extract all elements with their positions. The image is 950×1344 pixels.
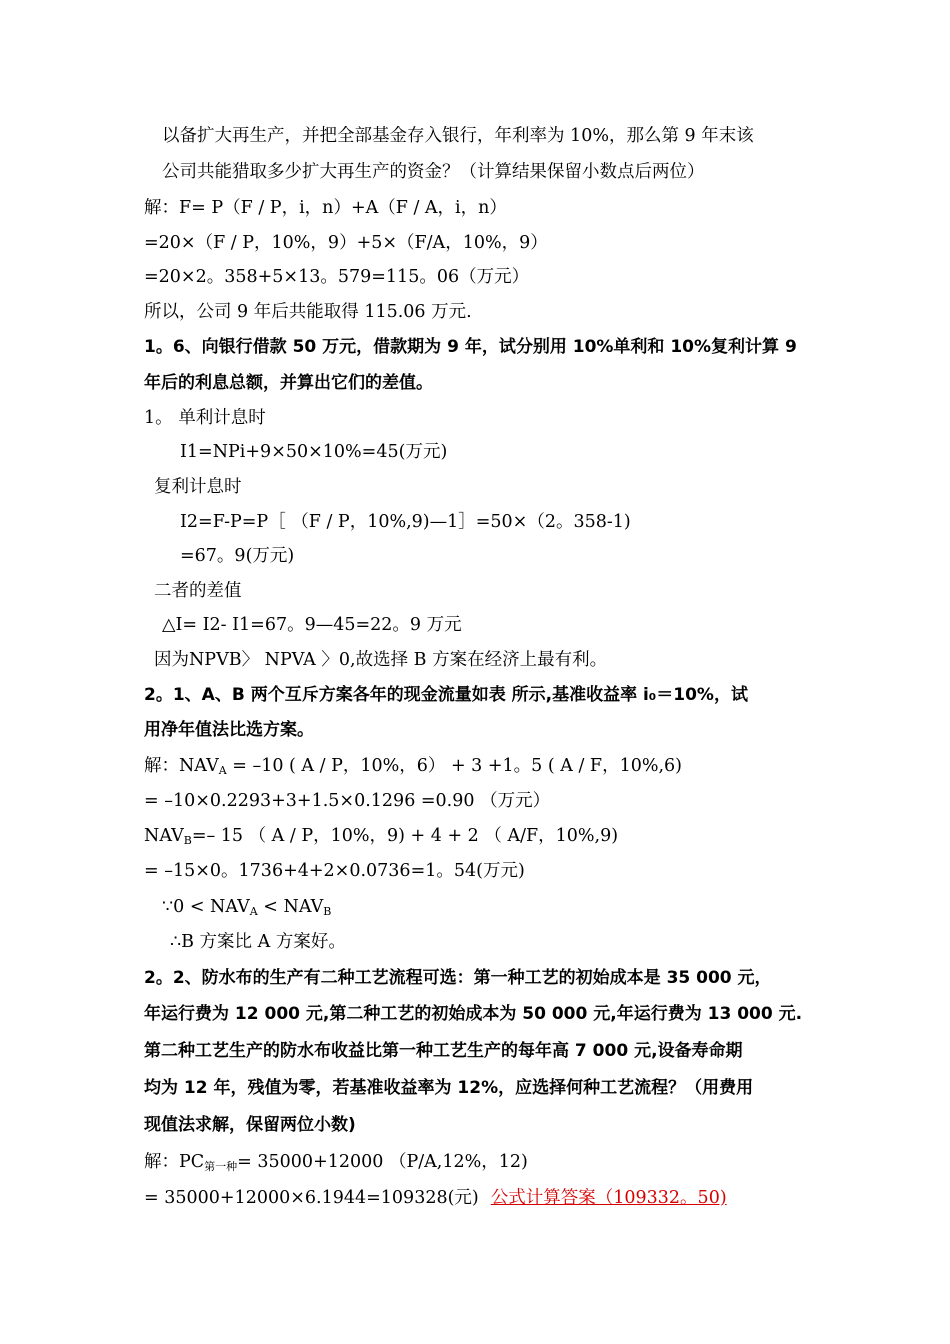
text-line: △I= I2- I1=67。9—45=22。9 万元 (162, 615, 462, 635)
problem-heading: 年后的利息总额，并算出它们的差值。 (144, 373, 433, 393)
text-line: 1。 单利计息时 (144, 408, 266, 428)
formula-line: 解：$PC_{第一种}= 35000+12000$ （P/A,12%，12) (144, 1152, 528, 1173)
problem-heading: 年运行费为 12 000 元,第二种工艺的初始成本为 50 000 元,年运行费为 13 000 元. (144, 1004, 803, 1024)
problem-heading: 1。6、向银行借款 50 万元，借款期为 9 年，试分别用 10%单利和 10%复利计算 9 (144, 337, 797, 357)
text-line: I2=F-P=P［ （F / P，10%,9)—1］=50×（2。358-1) (180, 512, 631, 532)
formula-line: = 35000+12000×6.1944=109328(元) 公式计算答案（109332。50) (144, 1188, 727, 1208)
text-line: 以备扩大再生产，并把全部基金存入银行，年利率为 10%，那么第 9 年末该 (162, 126, 754, 146)
text-line: 所以，公司 9 年后共能取得 115.06 万元. (144, 302, 472, 322)
problem-heading: 现值法求解，保留两位小数) (144, 1115, 356, 1135)
text-line: 复利计息时 (154, 477, 242, 497)
text-line: I1=NPi+9×50×10%=45(万元) (180, 442, 448, 462)
text-line: 公司共能猎取多少扩大再生产的资金？（计算结果保留小数点后两位） (162, 162, 705, 182)
text-line: =20×2。358+5×13。579=115。06（万元） (144, 267, 530, 287)
text-line: = –15×0。1736+4+2×0.0736=1。54(万元) (144, 861, 525, 881)
formula-line: 解：$NAV_A = -10$ ( A / P，10%，6） + 3 +1。5 ( A / F，10%,6) (144, 756, 682, 777)
problem-heading: 2。1、A、B 两个互斥方案各年的现金流量如表 所示,基准收益率 i₀＝10%，试 (144, 685, 748, 705)
text-line: 因为NPVB〉 NPVA 〉0,故选择 B 方案在经济上最有利。 (154, 650, 608, 670)
text-line: ∴B 方案比 A 方案好。 (170, 932, 346, 952)
red-answer-note: 公式计算答案（109332。50) (490, 1188, 727, 1208)
problem-heading: 均为 12 年，残值为零，若基准收益率为 12%，应选择何种工艺流程？（用费用 (144, 1078, 754, 1098)
text-line: =67。9(万元) (180, 546, 295, 566)
formula-line: ∵0 < $NAV_A < NAV_B$ (162, 897, 332, 918)
formula-line: $NAV_B=-$ 15 （ A / P，10%，9) + 4 + 2 （ A/F，10%,9) (144, 826, 619, 847)
text-line: 二者的差值 (154, 581, 242, 601)
text-line: 解：F= P（F / P，i，n）+A（F / A，i，n） (144, 198, 507, 218)
problem-heading: 2。2、防水布的生产有二种工艺流程可选：第一种工艺的初始成本是 35 000 元， (144, 968, 772, 988)
problem-heading: 第二种工艺生产的防水布收益比第一种工艺生产的每年高 7 000 元,设备寿命期 (144, 1041, 743, 1061)
text-line: =20×（F / P，10%，9）+5×（F/A，10%，9） (144, 233, 548, 253)
text-line: = –10×0.2293+3+1.5×0.1296 =0.90 （万元） (144, 791, 551, 811)
problem-heading: 用净年值法比选方案。 (144, 720, 314, 740)
